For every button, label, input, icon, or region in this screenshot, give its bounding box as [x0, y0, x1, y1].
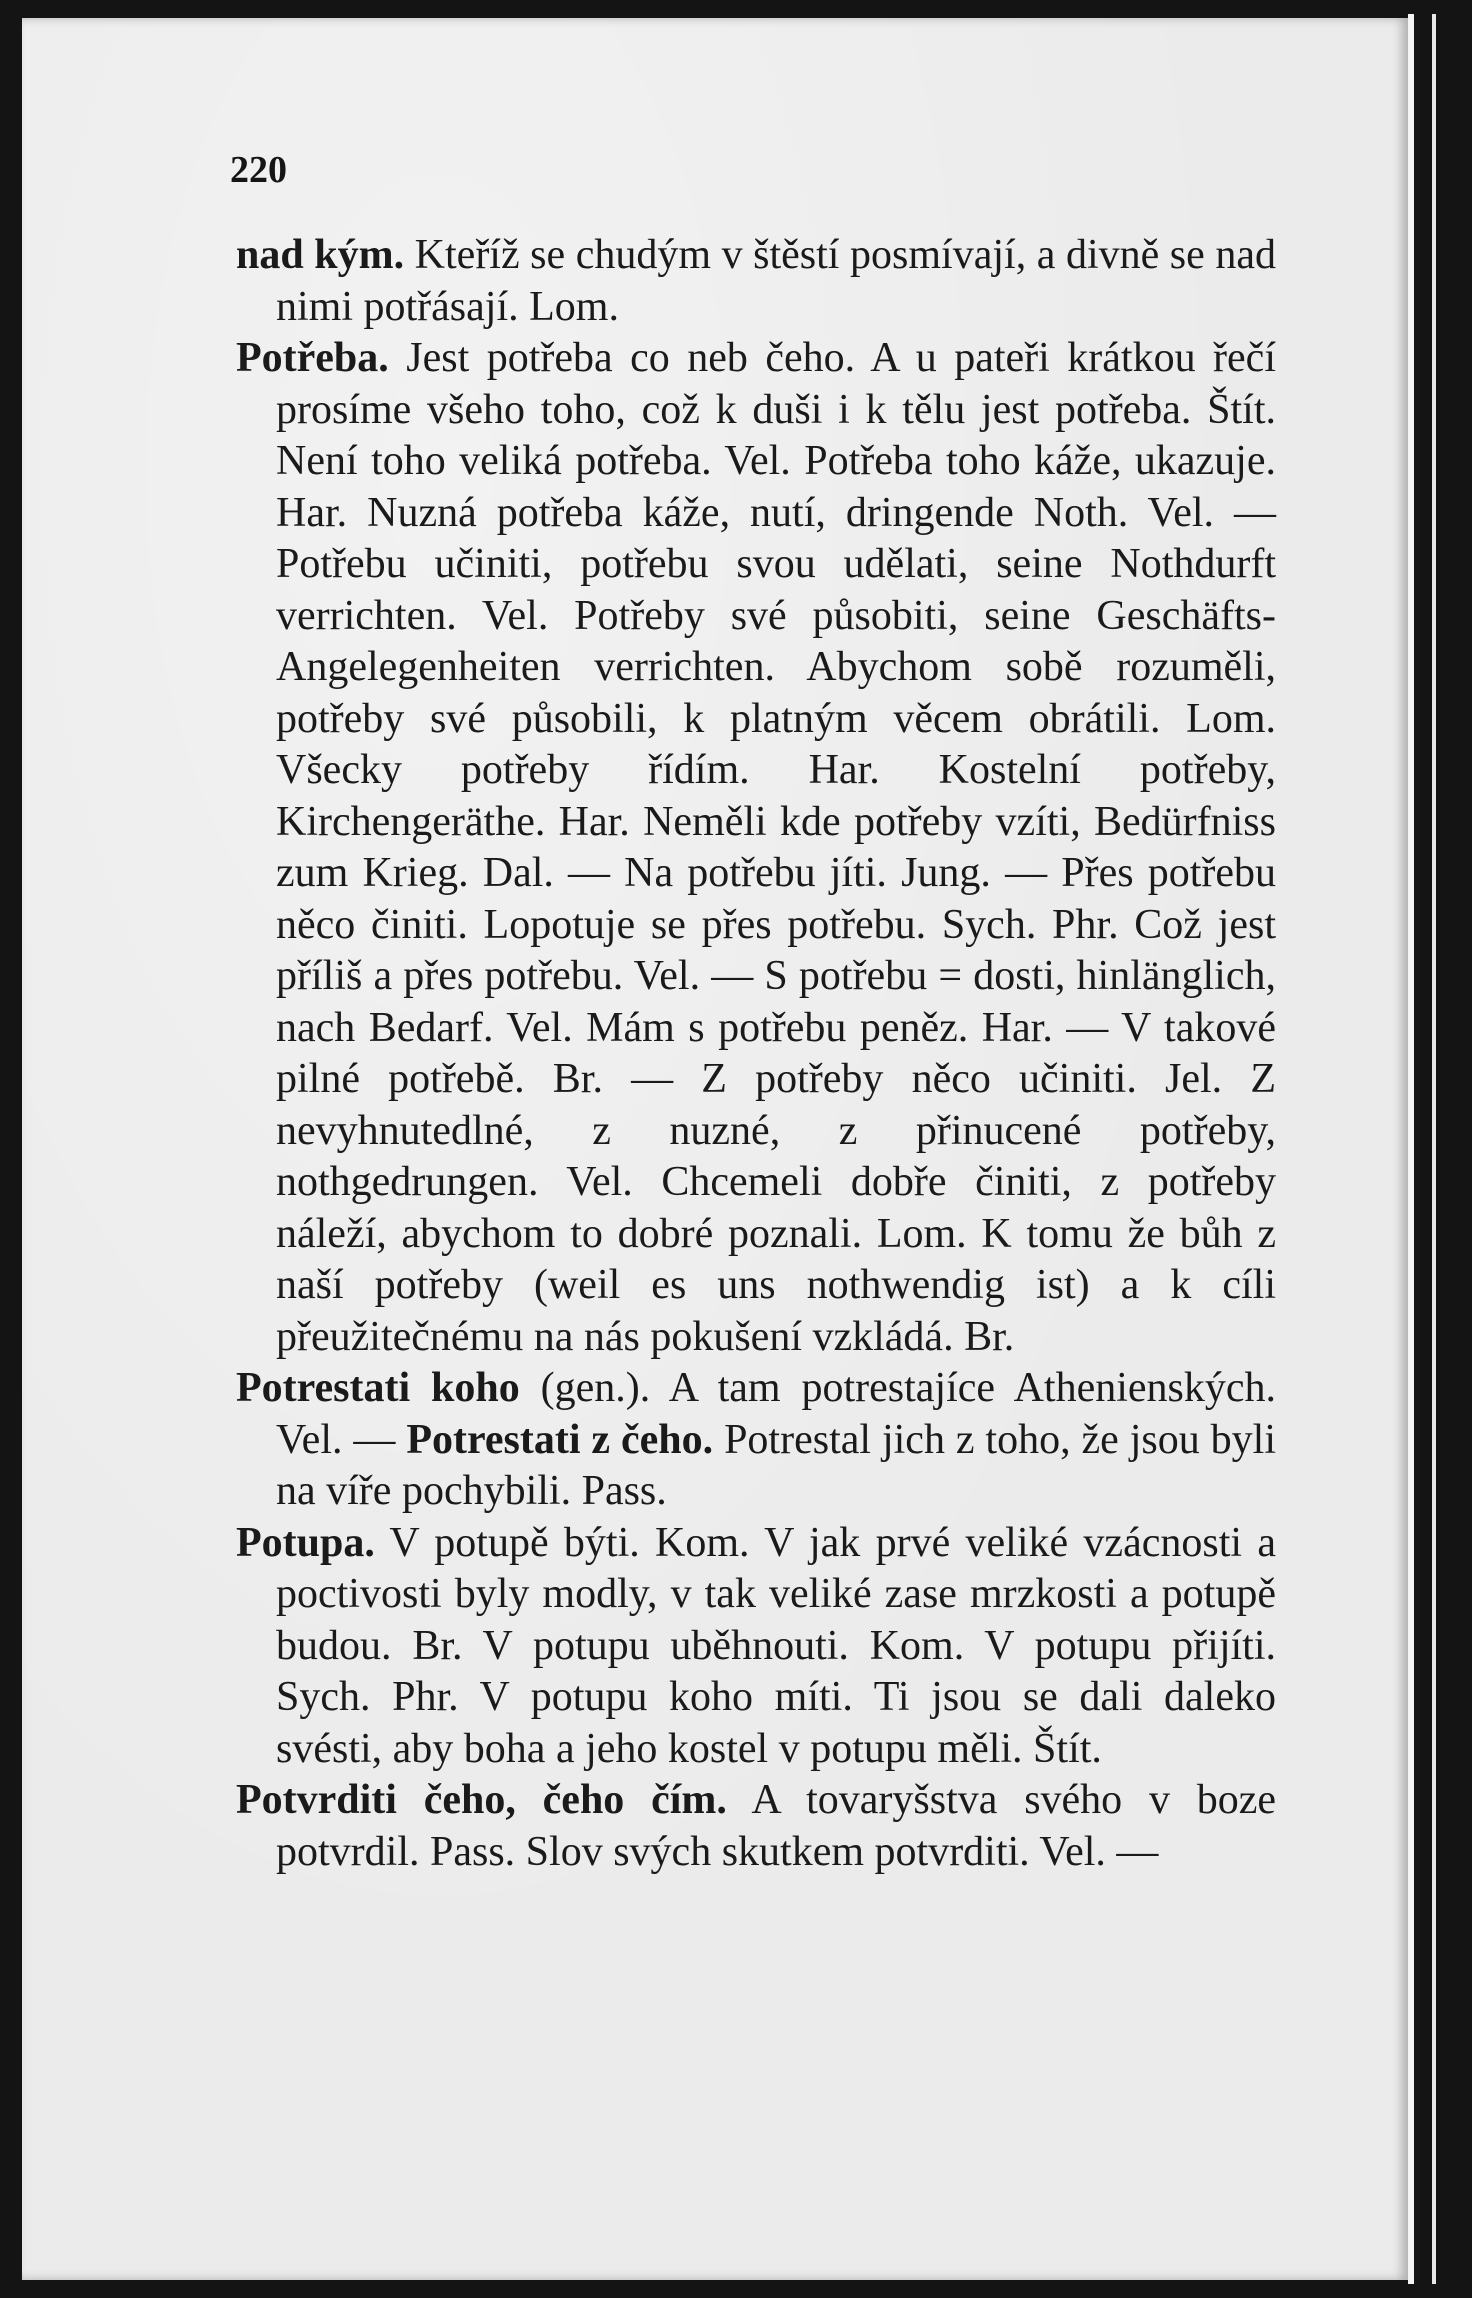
entry-potvrditi: [236, 1775, 1276, 1878]
entry-headword: Potrestati koho: [236, 1365, 520, 1411]
page-edge-back: [1432, 14, 1436, 2284]
entry-body: Potrestal jich z toho, že jsou byli na víře pochybili. Pass.: [276, 1416, 1277, 1514]
entry-body: Kteříž se chudým v štěstí posmívají, a divně se nad nimi potřásají. Lom.: [276, 232, 1276, 330]
entry-potreba: [236, 333, 1276, 1363]
page-number: 220: [230, 149, 287, 191]
entry-potrestati: [236, 1363, 1276, 1518]
entry-nad-kym: [236, 230, 1276, 333]
entry-subheadword: Potrestati z čeho.: [406, 1416, 714, 1463]
entry-body: A tovaryšstva svého v boze potvrdil. Pass. Slov svých skutkem potvrditi. Vel. —: [276, 1777, 1277, 1875]
entry-headword: nad kým.: [236, 232, 405, 278]
entry-headword: Potupa.: [236, 1519, 375, 1566]
page-edge: [1408, 14, 1414, 2284]
entry-potupa: [236, 1518, 1276, 1776]
entry-headword: Potřeba.: [236, 335, 389, 381]
entry-body: (gen.). A tam potrestajíce Athenienských. Vel. —: [276, 1365, 1277, 1463]
entry-headword: Potvrditi čeho, čeho čím.: [236, 1777, 727, 1823]
entry-body: Jest potřeba co neb čeho. A u pateři krátkou řečí prosíme všeho toho, což k duši i k tělu jest potřeba. Štít. Není toho veliká potřeba. Vel. Potřeba toho káže, ukazuje. Har. Nuzná potřeba káže, nutí, dringende Noth. Vel. — Potřebu učiniti, potřebu svou udělati, seine Nothdurft verrichten. Vel. Potřeby své působiti, seine Geschäfts-Angelegenheiten verrichten. Abychom sobě rozuměli, potřeby své působili, k platným věcem obrátili. Lom. Všecky potřeby řídím. Har. Kostelní potřeby, Kirchengeräthe. Har. Neměli kde potřeby vzíti, Bedürfniss zum Krieg. Dal. — Na potřebu jíti. Jung. — Přes potřebu něco činiti. Lopotuje se přes potřebu. Sych. Phr. Což jest příliš a přes potřebu. Vel. — S potřebu = dosti, hinlänglich, nach Bedarf. Vel. Mám s potřebu peněz. Har. — V takové pilné potřebě. Br. — Z potřeby něco učiniti. Jel. Z nevyhnutedlné, z nuzné, z přinucené potřeby, nothgedrungen. Vel. Chcemeli dobře činiti, z potřeby náleží, abychom to dobré poznali. Lom. K tomu že bůh z naší potřeby (weil es uns nothwendig ist) a k cíli přeužitečnému na nás pokušení vzkládá. Br.: [276, 335, 1276, 1360]
dictionary-text: [236, 230, 1276, 1878]
entry-body: V potupě býti. Kom. V jak prvé veliké vzácnosti a poctivosti byly modly, v tak veliké zase mrzkosti a potupě budou. Br. V potupu uběhnouti. Kom. V potupu přijíti. Sych. Phr. V potupu koho míti. Ti jsou se dali daleko svésti, aby boha a jeho kostel v potupu měli. Štít.: [276, 1519, 1276, 1772]
